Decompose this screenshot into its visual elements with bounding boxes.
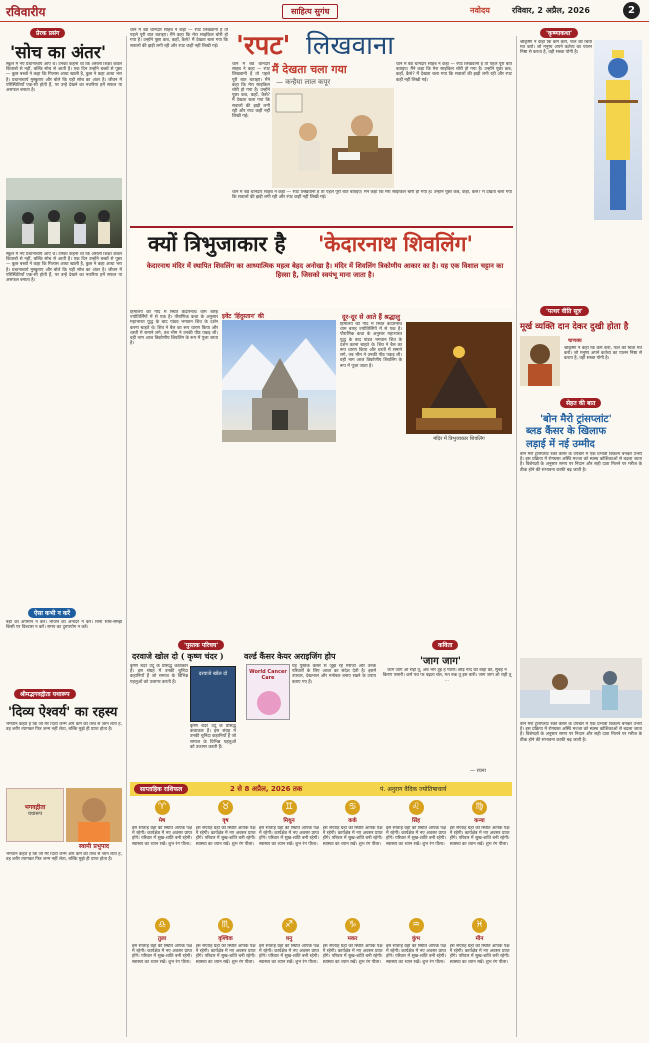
poem-headline: 'जाग जाग' [420, 656, 461, 667]
box-tag: ऐसा कभी न करें [28, 608, 76, 618]
rashi-cell [132, 918, 192, 1032]
rashi-symbol-icon: ♉ [218, 800, 233, 815]
rashi-cell [132, 800, 192, 914]
cancer-book-body: यह पुस्तक कैंसर से जूझ रहे मरीजों और उनके परिवारों के लिए आशा का संदेश देती है। इसमें उपचार, देखभाल और मनोबल बनाए रखने के उपाय बताए गए हैं। [292, 664, 376, 685]
krishna-illustration [594, 40, 642, 220]
police-station-illustration [272, 88, 394, 188]
chanakya-body: श्रीकृष्ण ने कहा कि कर्म करो, फल की चिंता मत करो। जो मनुष्य अपने कर्तव्य का पालन निष्ठा से करता है, वही सच्चा योगी है। [564, 346, 642, 362]
book-body: कृष्ण चंदर उर्दू के प्रसिद्ध कथाकार हैं। इस संग्रह में उनकी चुनिंदा कहानियाँ हैं जो समाज के विभिन्न पहलुओं को उजागर करती हैं। [130, 664, 188, 685]
kedarnath-deck: केदारनाथ मंदिर में स्थापित शिवलिंग का आध्यात्मिक महत्व बेहद अनोखा है। मंदिर में शिवलिंग त्रिकोणीय आकार का है। यह एक विशाल चट्टान का हिस्सा है, जिसको स्वयंभू माना जाता है। [146, 262, 504, 279]
rashi-body: इस सप्ताह ग्रहों की स्थिति आपके पक्ष में रहेगी। कार्यक्षेत्र में नए अवसर प्राप्त होंगे। परिवार में सुख-शांति बनी रहेगी। स्वास्थ्य का ध्यान रखें। शुभ रंग पीला। [132, 944, 192, 965]
rashi-name: धनु [285, 936, 293, 942]
shivling-photo [406, 322, 512, 434]
kedarnath-body-mid: हिमालय की गोद में स्थित केदारनाथ धाम बारह ज्योतिर्लिंगों में से एक है। पौराणिक कथा के अनुसार महाभारत युद्ध के बाद पांडव भगवान शिव के दर्शन करना चाहते थे। शिव ने बैल का रूप धारण किया और धरती में समाने लगे, तब भीम ने उनकी पीठ पकड़ ली। वही भाग आज त्रिकोणीय शिवलिंग के रूप में पूजा जाता है। [340, 322, 402, 369]
left-headline: 'सोच का अंतर' [10, 43, 107, 63]
book-headline: दरवाजे खोल दो ( कृष्ण चंदर ) [132, 651, 224, 661]
column-divider [516, 36, 517, 1037]
rashi-name: वृश्चिक [218, 936, 233, 942]
rashifal-range: 2 से 8 अप्रैल, 2026 तक [230, 785, 303, 793]
poem-body: जाग जाग ओ राही तू, अब भोर हुई है प्यारी। छोड़ नींद की बाँहों को, सुबह ने किरण पसारी। कर्म पथ पर बढ़ता चल, मत रुक तू इस बारी। जाग जाग ओ राही तू ... [382, 668, 512, 684]
rashi-name: वृष [222, 818, 229, 824]
rashi-body: इस सप्ताह ग्रहों की स्थिति आपके पक्ष में रहेगी। कार्यक्षेत्र में नए अवसर प्राप्त होंगे। परिवार में सुख-शांति बनी रहेगी। स्वास्थ्य का ध्यान रखें। शुभ रंग पीला। [259, 826, 319, 847]
rashi-name: तुला [157, 936, 167, 942]
masthead [0, 0, 649, 22]
shivling-caption: मंदिर में त्रिभुजाकार शिवलिंग [433, 436, 485, 442]
rashifal-astrologer: पं. अनुराग वैदिक ज्योतिषाचार्य [380, 786, 447, 793]
rashi-body: इस सप्ताह ग्रहों की स्थिति आपके पक्ष में रहेगी। कार्यक्षेत्र में नए अवसर प्राप्त होंगे। परिवार में सुख-शांति बनी रहेगी। स्वास्थ्य का ध्यान रखें। शुभ रंग पीला। [449, 826, 510, 847]
rashi-symbol-icon: ♊ [282, 800, 297, 815]
health-headline-a: 'बोन मैरो ट्रांसप्लांट' [540, 414, 612, 425]
rashi-cell [323, 800, 383, 914]
box-body: बड़ों का अपमान न करें। भोजन का अनादर न करें। बिना सोचे-समझे किसी पर विश्वास न करें। समय का दुरुपयोग न करें। [6, 620, 122, 631]
section-name-badge: साहित्य सुगंध [282, 4, 338, 19]
chanakya-author: चाणक्य [568, 338, 582, 344]
kedarnath-headline-b: 'केदारनाथ शिवलिंग' [318, 231, 473, 256]
rashi-cell [386, 800, 446, 914]
rashi-cell [450, 800, 510, 914]
column-divider [126, 36, 127, 1037]
rashi-name: मीन [475, 936, 484, 942]
gita-tag: श्रीमद्भगवद्गीता यथारूप [14, 689, 76, 699]
gita-body-cont: भगवान कहते हैं कि जो मेरे दिव्य जन्म और कर्म को तत्त्व से जान लेता है, वह शरीर त्यागकर फिर जन्म नहीं लेता, बल्कि मुझे ही प्राप्त होता है। [6, 852, 122, 863]
health-headline-c: लड़ाई में नई उम्मीद [526, 439, 595, 450]
rashi-symbol-icon: ♐ [282, 918, 297, 933]
feature-subhead: मैं देखता चला गया [272, 63, 347, 76]
rashi-body: इस सप्ताह ग्रहों की स्थिति आपके पक्ष में रहेगी। कार्यक्षेत्र में नए अवसर प्राप्त होंगे। परिवार में सुख-शांति बनी रहेगी। स्वास्थ्य का ध्यान रखें। शुभ रंग पीला। [386, 826, 446, 847]
kedarnath-photo-credit: इवेंट 'हिंदुस्तान' की [222, 313, 264, 320]
feature-headline-b: लिखवाना [306, 31, 394, 61]
rashifal-header-bar [130, 782, 512, 796]
rashi-body: इस सप्ताह ग्रहों की स्थिति आपके पक्ष में रहेगी। कार्यक्षेत्र में नए अवसर प्राप्त होंगे। परिवार में सुख-शांति बनी रहेगी। स्वास्थ्य का ध्यान रखें। शुभ रंग पीला। [259, 944, 319, 965]
rashi-body: इस सप्ताह ग्रहों की स्थिति आपके पक्ष में रहेगी। कार्यक्षेत्र में नए अवसर प्राप्त होंगे। परिवार में सुख-शांति बनी रहेगी। स्वास्थ्य का ध्यान रखें। शुभ रंग पीला। [449, 944, 510, 965]
rashi-name: कुंभ [411, 936, 421, 942]
right-section-tag: 'कृष्णाकथा' [540, 28, 578, 38]
book-cover [190, 666, 236, 722]
cancer-book-headline: वर्ल्ड कैंसर केयर अराइजिंग होप [244, 651, 336, 661]
rashi-cell [323, 918, 383, 1032]
rashi-cell [386, 918, 446, 1032]
rashi-cell [450, 918, 510, 1032]
rashi-name: कन्या [474, 818, 485, 824]
rashi-symbol-icon: ♓ [472, 918, 487, 933]
swami-photo [66, 788, 122, 842]
book-body-cont: कृष्ण चंदर उर्दू के प्रसिद्ध कथाकार हैं। इस संग्रह में उनकी चुनिंदा कहानियाँ हैं जो समाज के विभिन्न पहलुओं को उजागर करती हैं। [190, 724, 236, 750]
center-top-body: थाने में बैठे थानेदार साहब ने कहा — रपट लिखवानी है तो पहले पूरी बात बताइए। मैंने कहा कि मेरा साइकिल चोरी हो गया है। उन्होंने पूछा कब, कहाँ, कैसे? मैं देखता चला गया कि सवालों की झड़ी लगी रही और रपट कहीं नहीं लिखी गई। [130, 28, 228, 49]
swami-caption: स्वामी प्रभुपाद [78, 843, 110, 850]
book-tag: 'पुस्तक परिचय' [178, 640, 224, 650]
left-section-tag: प्रेरक प्रसंग [30, 28, 65, 38]
feature-body-side: थाने में बैठे थानेदार साहब ने कहा — रपट लिखवानी है तो पहले पूरी बात बताइए। मैंने कहा कि मेरा साइकिल चोरी हो गया है। उन्होंने पूछा कब, कहाँ, कैसे? मैं देखता चला गया कि सवालों की झड़ी लगी रही और रपट कहीं नहीं लिखी गई। [232, 62, 270, 120]
rashi-cell [196, 918, 256, 1032]
cancer-book-cover [246, 664, 290, 720]
health-headline-b: ब्लड कैंसर के खिलाफ [526, 426, 607, 437]
rashi-symbol-icon: ♎ [155, 918, 170, 933]
rashi-name: मिथुन [283, 818, 295, 824]
poem-author: — रचना [470, 768, 486, 774]
kedarnath-headline-a: क्यों त्रिभुजाकार है [148, 231, 286, 256]
rashi-symbol-icon: ♏ [218, 918, 233, 933]
book-cover-title: दरवाजे खोल दो [198, 671, 228, 677]
poem-tag: कविता [432, 640, 458, 650]
rashi-symbol-icon: ♑ [345, 918, 360, 933]
health-body-text: बोन मैरो ट्रांसप्लांट रक्त कैंसर के उपचार में एक प्रभावी विकल्प बनकर उभरा है। इस प्रक्रिया में रोगग्रस्त अस्थि मज्जा को स्वस्थ कोशिकाओं से बदला जाता है। विशेषज्ञों के अनुसार समय पर निदान और सही दाता मिलने पर मरीज के ठीक होने की संभावना काफी बढ़ जाती है। [520, 452, 642, 473]
kedarnath-body-left: हिमालय की गोद में स्थित केदारनाथ धाम बारह ज्योतिर्लिंगों में से एक है। पौराणिक कथा के अनुसार महाभारत युद्ध के बाद पांडव भगवान शिव के दर्शन करना चाहते थे। शिव ने बैल का रूप धारण किया और धरती में समाने लगे, तब भीम ने उनकी पीठ पकड़ ली। वही भाग आज त्रिकोणीय शिवलिंग के रूप में पूजा जाता है। [130, 310, 218, 347]
health-body-cont: बोन मैरो ट्रांसप्लांट रक्त कैंसर के उपचार में एक प्रभावी विकल्प बनकर उभरा है। इस प्रक्रिया में रोगग्रस्त अस्थि मज्जा को स्वस्थ कोशिकाओं से बदला जाता है। विशेषज्ञों के अनुसार समय पर निदान और सही दाता मिलने पर मरीज के ठीक होने की संभावना काफी बढ़ जाती है। [520, 722, 642, 743]
chanakya-tag: 'पत्थर वीति सूत्र' [540, 306, 589, 316]
rashi-symbol-icon: ♈ [155, 800, 170, 815]
rashi-name: कर्क [348, 818, 357, 824]
rashi-body: इस सप्ताह ग्रहों की स्थिति आपके पक्ष में रहेगी। कार्यक्षेत्र में नए अवसर प्राप्त होंगे। परिवार में सुख-शांति बनी रहेगी। स्वास्थ्य का ध्यान रखें। शुभ रंग पीला। [195, 826, 256, 847]
chanakya-portrait [520, 336, 560, 386]
rashi-name: सिंह [411, 818, 421, 824]
rashi-body: इस सप्ताह ग्रहों की स्थिति आपके पक्ष में रहेगी। कार्यक्षेत्र में नए अवसर प्राप्त होंगे। परिवार में सुख-शांति बनी रहेगी। स्वास्थ्य का ध्यान रखें। शुभ रंग पीला। [322, 944, 383, 965]
rashi-cell [259, 800, 319, 914]
kedarnath-side-head: दूर-दूर से आते हैं श्रद्धालु [342, 313, 401, 321]
rashi-symbol-icon: ♒ [409, 918, 424, 933]
rashi-body: इस सप्ताह ग्रहों की स्थिति आपके पक्ष में रहेगी। कार्यक्षेत्र में नए अवसर प्राप्त होंगे। परिवार में सुख-शांति बनी रहेगी। स्वास्थ्य का ध्यान रखें। शुभ रंग पीला। [132, 826, 192, 847]
feature-headline-a: 'रपट' [236, 31, 291, 61]
rashi-body: इस सप्ताह ग्रहों की स्थिति आपके पक्ष में रहेगी। कार्यक्षेत्र में नए अवसर प्राप्त होंगे। परिवार में सुख-शांति बनी रहेगी। स्वास्थ्य का ध्यान रखें। शुभ रंग पीला। [322, 826, 383, 847]
left-body-text-cont: स्कूल में नए प्रधानाचार्य आए थे। उनका कहना था कि असली शिक्षा केवल किताबों से नहीं, बल्कि सोच से आती है। एक दिन उन्होंने बच्चों से पूछा — कुछ बच्चों ने कहा कि गिलास आधा खाली है, कुछ ने कहा आधा भरा है। प्रधानाचार्य मुस्कुराए और बोले कि यही सोच का अंतर है। जीवन में परिस्थितियाँ एक-सी होती हैं, पर उन्हें देखने का नजरिया हमें सफल या असफल बनाता है। [6, 252, 122, 284]
kedarnath-temple-photo [222, 320, 336, 442]
feature-body-bottom: थाने में बैठे थानेदार साहब ने कहा — रपट लिखवानी है तो पहले पूरी बात बताइए। मैंने कहा कि मेरा साइकिल चोरी हो गया है। उन्होंने पूछा कब, कहाँ, कैसे? मैं देखता चला गया कि सवालों की झड़ी लगी रही और रपट कहीं नहीं लिखी गई। [232, 190, 512, 201]
health-tag: सेहत की बात [560, 398, 601, 408]
rashi-symbol-icon: ♋ [345, 800, 360, 815]
chanakya-quote-title: मूर्ख व्यक्ति दान देकर दुखी होता है [520, 322, 629, 332]
feature-body-right: थाने में बैठे थानेदार साहब ने कहा — रपट लिखवानी है तो पहले पूरी बात बताइए। मैंने कहा कि मेरा साइकिल चोरी हो गया है। उन्होंने पूछा कब, कहाँ, कैसे? मैं देखता चला गया कि सवालों की झड़ी लगी रही और रपट कहीं नहीं लिखी गई। [396, 62, 512, 83]
issue-date: रविवार, 2 अप्रैल, 2026 [512, 6, 590, 15]
rashi-name: मेष [158, 818, 166, 824]
students-photo [6, 178, 122, 248]
rashi-body: इस सप्ताह ग्रहों की स्थिति आपके पक्ष में रहेगी। कार्यक्षेत्र में नए अवसर प्राप्त होंगे। परिवार में सुख-शांति बनी रहेगी। स्वास्थ्य का ध्यान रखें। शुभ रंग पीला। [386, 944, 446, 965]
rashi-body: इस सप्ताह ग्रहों की स्थिति आपके पक्ष में रहेगी। कार्यक्षेत्र में नए अवसर प्राप्त होंगे। परिवार में सुख-शांति बनी रहेगी। स्वास्थ्य का ध्यान रखें। शुभ रंग पीला। [195, 944, 256, 965]
page-number: 2 [623, 2, 640, 19]
rashi-cell [196, 800, 256, 914]
rashi-symbol-icon: ♍ [472, 800, 487, 815]
rashi-symbol-icon: ♌ [409, 800, 424, 815]
rashifal-tag: साप्ताहिक राशिफल [134, 784, 188, 794]
hospital-photo [520, 658, 642, 718]
rashi-cell [259, 918, 319, 1032]
gita-body: भगवान कहते हैं कि जो मेरे दिव्य जन्म और कर्म को तत्त्व से जान लेता है, वह शरीर त्यागकर फिर जन्म नहीं लेता, बल्कि मुझे ही प्राप्त होता है। [6, 722, 122, 733]
brand-name: नवोदय [470, 6, 490, 15]
feature-author: — कन्हैया लाल कपूर [276, 78, 331, 86]
right-body-text: श्रीकृष्ण ने कहा कि कर्म करो, फल की चिंता मत करो। जो मनुष्य अपने कर्तव्य का पालन निष्ठा से करता है, वही सच्चा योगी है। [520, 40, 592, 56]
gita-headline: 'दिव्य ऐश्वर्य' का रहस्य [8, 705, 118, 720]
section-day-label: रविवारीय [6, 5, 46, 19]
gita-promo-box: भगवद्गीता यथारूप [6, 788, 64, 842]
rashi-name: मकर [347, 936, 358, 942]
cancer-cover-title: World Cancer Care [249, 669, 287, 681]
left-body-text: स्कूल में नए प्रधानाचार्य आए थे। उनका कहना था कि असली शिक्षा केवल किताबों से नहीं, बल्कि सोच से आती है। एक दिन उन्होंने बच्चों से पूछा — कुछ बच्चों ने कहा कि गिलास आधा खाली है, कुछ ने कहा आधा भरा है। प्रधानाचार्य मुस्कुराए और बोले कि यही सोच का अंतर है। जीवन में परिस्थितियाँ एक-सी होती हैं, पर उन्हें देखने का नजरिया हमें सफल या असफल बनाता है। [6, 62, 122, 94]
